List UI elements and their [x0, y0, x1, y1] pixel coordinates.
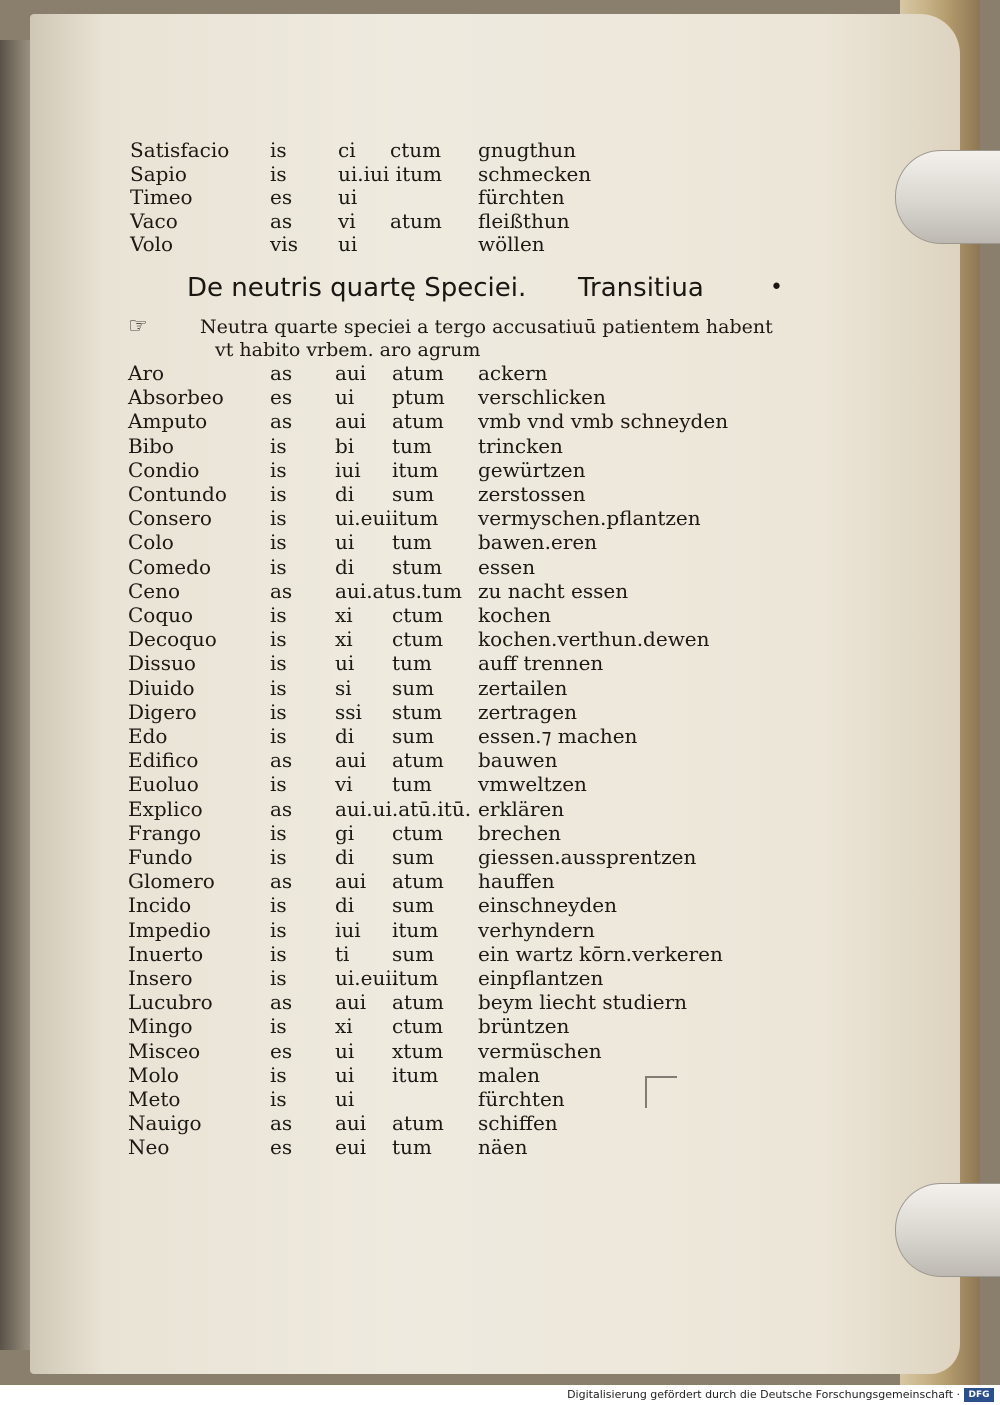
verb-gloss: gnugthun [478, 138, 577, 162]
verb-gloss: näen [478, 1135, 528, 1160]
verb-ending: es [270, 185, 293, 209]
verb-perfect: aui [335, 361, 367, 385]
verb-lemma: Timeo [130, 185, 193, 209]
verb-gloss: gewürtzen [478, 457, 586, 482]
verb-supine: itum [392, 1062, 439, 1087]
verb-lemma: Meto [128, 1087, 181, 1111]
verb-ending: is [270, 482, 287, 506]
verb-gloss: beym liecht studiern [478, 990, 688, 1015]
dfg-logo: DFG [964, 1388, 994, 1402]
verb-lemma: Mingo [128, 1014, 193, 1039]
verb-gloss: zertailen [478, 675, 568, 700]
pointing-hand-icon: ☞ [128, 314, 148, 339]
verb-supine: tum [392, 772, 432, 797]
verb-gloss: erklären [478, 796, 565, 821]
verb-ending: as [270, 208, 293, 233]
verb-lemma: Contundo [128, 482, 227, 506]
verb-perfect: ui.iui itum [338, 161, 442, 186]
verb-lemma: Edifico [128, 748, 199, 773]
verb-perfect: vi [335, 772, 353, 797]
verb-ending: as [270, 361, 293, 385]
verb-ending: es [270, 385, 293, 410]
verb-supine: ctum [392, 627, 444, 652]
verb-supine: sum [392, 845, 435, 869]
verb-supine: atum [392, 361, 444, 385]
verb-lemma: Insero [128, 966, 193, 990]
verb-gloss: giessen.aussprentzen [478, 845, 697, 869]
verb-lemma: Edo [128, 724, 168, 748]
verb-supine: tum [392, 1135, 432, 1160]
verb-gloss: vmweltzen [478, 772, 587, 797]
verb-perfect: ui.eui. [335, 966, 399, 990]
verb-supine: itum [392, 917, 439, 942]
verb-ending: is [270, 530, 287, 555]
verb-supine: ctum [392, 1014, 444, 1039]
verb-perfect: di [335, 724, 355, 748]
heading-bullet: • [770, 275, 783, 300]
verb-perfect: di [335, 482, 355, 506]
section-title: De neutris quartę Speciei. [187, 273, 527, 303]
verb-ending: as [270, 796, 293, 821]
verb-gloss: ackern [478, 361, 548, 385]
verb-lemma: Vaco [130, 208, 178, 233]
verb-ending: is [270, 1087, 287, 1111]
page-clip-top [895, 150, 1000, 244]
verb-ending: es [270, 1135, 293, 1160]
verb-gloss: auff trennen [478, 651, 604, 676]
verb-supine: itum [392, 966, 439, 990]
verb-perfect: aui.ui.atū.itū. [335, 796, 472, 821]
verb-perfect: ui [335, 530, 355, 555]
verb-ending: is [270, 845, 287, 869]
verb-supine: ctum [392, 820, 444, 845]
verb-lemma: Glomero [128, 869, 215, 894]
verb-perfect: xi [335, 627, 353, 652]
verb-ending: is [270, 161, 287, 186]
verb-gloss: zu nacht essen [478, 578, 629, 603]
verb-lemma: Condio [128, 457, 200, 482]
verb-ending: is [270, 603, 287, 627]
verb-lemma: Colo [128, 530, 174, 555]
verb-perfect: di [335, 893, 355, 918]
verb-lemma: Consero [128, 506, 212, 531]
verb-gloss: zerstossen [478, 482, 586, 506]
verb-supine: atum [392, 409, 444, 434]
verb-ending: is [270, 651, 287, 676]
verb-lemma: Molo [128, 1062, 179, 1087]
verb-ending: is [270, 506, 287, 531]
verb-lemma: Euoluo [128, 772, 199, 797]
verb-gloss: hauffen [478, 869, 555, 894]
verb-perfect: gi [335, 820, 355, 845]
verb-lemma: Comedo [128, 554, 211, 579]
verb-gloss: vermyschen.pflantzen [478, 506, 701, 531]
verb-gloss: schmecken [478, 161, 592, 186]
verb-gloss: essen [478, 554, 536, 579]
verb-gloss: brüntzen [478, 1014, 570, 1039]
verb-supine: tum [392, 651, 432, 676]
verb-ending: as [270, 990, 293, 1015]
footer-credit: Digitalisierung gefördert durch die Deutsche Forschungsgemeinschaft · [567, 1388, 960, 1401]
verb-perfect: di [335, 845, 355, 869]
verb-perfect: xi [335, 603, 353, 627]
verb-ending: is [270, 699, 287, 724]
verb-supine: atum [392, 748, 444, 773]
verb-supine: itum [392, 506, 439, 531]
verb-perfect: aui [335, 409, 367, 434]
verb-perfect: ui [338, 185, 358, 209]
verb-supine: sum [392, 724, 435, 748]
verb-perfect: bi [335, 433, 355, 458]
verb-ending: as [270, 748, 293, 773]
verb-gloss: essen.⁊ machen [478, 724, 638, 748]
verb-ending: as [270, 578, 293, 603]
verb-ending: is [270, 554, 287, 579]
verb-perfect: di [335, 554, 355, 579]
section-heading [187, 270, 747, 306]
verb-gloss: fürchten [478, 185, 565, 209]
verb-supine: ptum [392, 385, 445, 410]
verb-supine: ctum [392, 603, 444, 627]
verb-lemma: Absorbeo [128, 385, 224, 410]
verb-lemma: Decoquo [128, 627, 217, 652]
verb-perfect: ui [338, 232, 358, 256]
verb-supine: ctum [390, 138, 442, 162]
verb-ending: is [270, 627, 287, 652]
verb-gloss: vermüschen [478, 1038, 602, 1063]
verb-ending: is [270, 917, 287, 942]
verb-lemma: Explico [128, 796, 203, 821]
verb-ending: is [270, 1062, 287, 1087]
verb-lemma: Misceo [128, 1038, 201, 1063]
verb-gloss: ein wartz kōrn.verkeren [478, 941, 723, 966]
verb-lemma: Amputo [128, 409, 208, 434]
verb-ending: is [270, 941, 287, 966]
verb-ending: vis [270, 232, 298, 256]
verb-perfect: ui [335, 1087, 355, 1111]
verb-supine: itum [392, 457, 439, 482]
intro-line-1: Neutra quarte speciei a tergo accusatiuū patientem habent [200, 316, 773, 338]
verb-perfect: ci [338, 138, 356, 162]
verb-lemma: Ceno [128, 578, 181, 603]
verb-perfect: aui [335, 990, 367, 1015]
verb-supine: sum [392, 675, 435, 700]
verb-gloss: wöllen [478, 232, 545, 256]
verb-lemma: Coquo [128, 603, 194, 627]
verb-lemma: Incido [128, 893, 192, 918]
verb-lemma: Dissuo [128, 651, 196, 676]
verb-perfect: vi [338, 208, 356, 233]
verb-lemma: Frango [128, 820, 202, 845]
verb-supine: atum [392, 990, 444, 1015]
verb-lemma: Sapio [130, 161, 187, 186]
verb-gloss: bauwen [478, 748, 558, 773]
verb-supine: tum [392, 433, 432, 458]
verb-gloss: zertragen [478, 699, 577, 724]
verb-supine: stum [392, 554, 443, 579]
verb-ending: is [270, 893, 287, 918]
verb-ending: is [270, 772, 287, 797]
printer-mark [645, 1076, 677, 1108]
verb-supine: sum [392, 941, 435, 966]
intro-line-2: vt habito vrbem. aro agrum [215, 339, 481, 361]
digitization-footer [0, 1385, 1000, 1405]
section-subtitle: Transitiua [578, 273, 704, 303]
verb-perfect: ui [335, 651, 355, 676]
verb-gloss: kochen.verthun.dewen [478, 627, 710, 652]
verb-supine: atum [392, 1111, 444, 1136]
verb-supine: tum [392, 530, 432, 555]
verb-gloss: kochen [478, 603, 551, 627]
verb-lemma: Aro [128, 361, 165, 385]
verb-perfect: si [335, 675, 352, 700]
verb-perfect: eui [335, 1135, 367, 1160]
verb-lemma: Satisfacio [130, 138, 230, 162]
verb-supine: atum [390, 208, 442, 233]
verb-lemma: Neo [128, 1135, 170, 1160]
page-clip-bottom [895, 1183, 1000, 1277]
verb-lemma: Bibo [128, 433, 174, 458]
verb-perfect: aui [335, 748, 367, 773]
verb-ending: es [270, 1038, 293, 1063]
verb-lemma: Inuerto [128, 941, 204, 966]
verb-perfect: xi [335, 1014, 353, 1039]
verb-perfect: aui [335, 869, 367, 894]
verb-gloss: trincken [478, 433, 563, 458]
verb-gloss: schiffen [478, 1111, 558, 1136]
verb-ending: is [270, 138, 287, 162]
verb-perfect: ui [335, 1038, 355, 1063]
verb-ending: is [270, 820, 287, 845]
verb-ending: is [270, 675, 287, 700]
verb-supine: xtum [392, 1038, 444, 1063]
verb-lemma: Diuido [128, 675, 195, 700]
verb-perfect: ti [335, 941, 350, 966]
verb-ending: as [270, 869, 293, 894]
verb-perfect: iui [335, 917, 361, 942]
verb-supine: atum [392, 869, 444, 894]
verb-ending: is [270, 966, 287, 990]
verb-perfect: aui.atus.tum [335, 578, 462, 603]
verb-perfect: ssi [335, 699, 362, 724]
verb-ending: is [270, 724, 287, 748]
verb-ending: as [270, 1111, 293, 1136]
verb-perfect: ui [335, 1062, 355, 1087]
verb-lemma: Digero [128, 699, 197, 724]
verb-lemma: Lucubro [128, 990, 213, 1015]
verb-lemma: Volo [130, 232, 174, 256]
verb-ending: is [270, 457, 287, 482]
verb-supine: sum [392, 482, 435, 506]
verb-gloss: brechen [478, 820, 561, 845]
verb-lemma: Impedio [128, 917, 211, 942]
verb-gloss: verhyndern [478, 917, 595, 942]
verb-ending: is [270, 433, 287, 458]
verb-gloss: einschneyden [478, 893, 617, 918]
verb-perfect: iui [335, 457, 361, 482]
verb-gloss: einpflantzen [478, 966, 604, 990]
verb-lemma: Fundo [128, 845, 193, 869]
verb-gloss: malen [478, 1062, 541, 1087]
verb-perfect: aui [335, 1111, 367, 1136]
verb-perfect: ui [335, 385, 355, 410]
verb-gloss: verschlicken [478, 385, 606, 410]
verb-perfect: ui.eui [335, 506, 392, 531]
verb-gloss: fleißthun [478, 208, 570, 233]
verb-gloss: fürchten [478, 1087, 565, 1111]
verb-ending: as [270, 409, 293, 434]
verb-lemma: Nauigo [128, 1111, 202, 1136]
verb-supine: sum [392, 893, 435, 918]
verb-ending: is [270, 1014, 287, 1039]
verb-gloss: bawen.eren [478, 530, 598, 555]
verb-supine: stum [392, 699, 443, 724]
verb-gloss: vmb vnd vmb schneyden [478, 409, 729, 434]
